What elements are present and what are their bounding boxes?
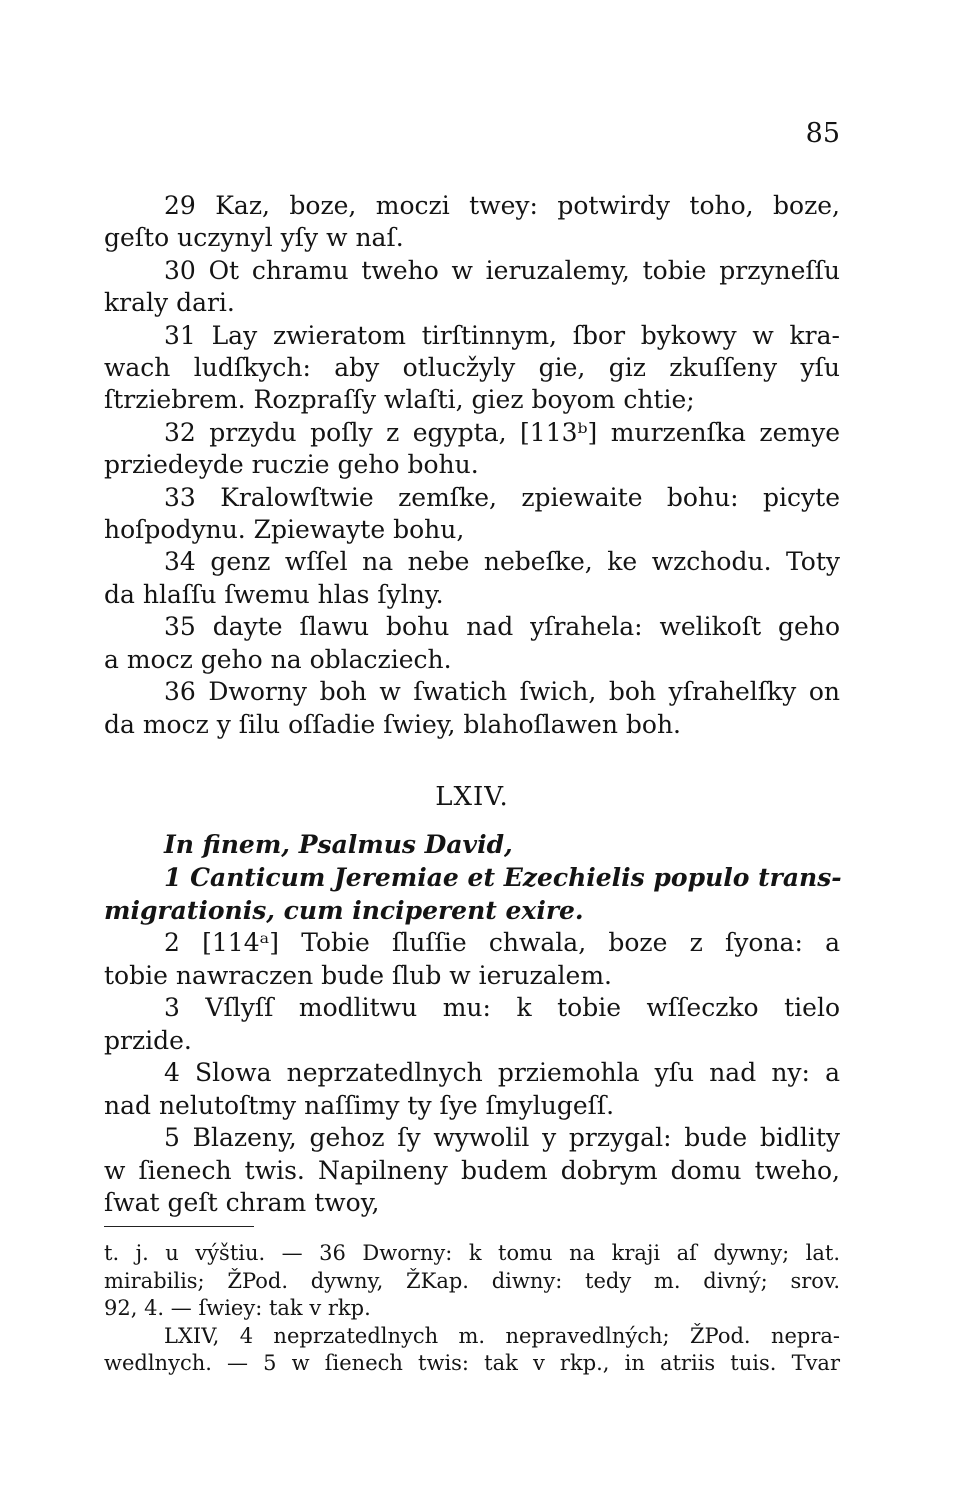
text-line: migrationis, cum inciperent exire.	[104, 896, 584, 925]
text-line: geſto uczynyl yſy w naſ.	[104, 223, 404, 253]
text-line: ſwat geſt chram twoy,	[104, 1188, 380, 1217]
footnotes	[104, 1240, 840, 1378]
text-line: nad nelutoſtmy naſſimy ty ſye ſmylugeſſ.	[104, 1090, 615, 1120]
text-line: kraly dari.	[104, 288, 235, 318]
text-line: da hlaſſu ſwemu hlas ſylny.	[104, 579, 444, 609]
text-line: 3 Vſlyſſ modlitwu mu: k tobie wſſeczko tielo	[164, 993, 840, 1022]
text-line: prziedeyde ruczie geho bohu.	[104, 450, 479, 480]
text-line: hoſpodynu. Zpiewayte bohu,	[104, 515, 465, 545]
text-line: 1 Canticum Jeremiae et Ezechielis populo trans-	[164, 863, 842, 892]
text-line: 29 Kaz, boze, moczi twey: potwirdy toho, boze,	[164, 191, 840, 220]
text-line: ſtrziebrem. Rozpraſſy wlaſti, giez boyom chtie;	[104, 385, 695, 415]
text-line: 30 Ot chramu tweho w ieruzalemy, tobie przyneſſu	[164, 255, 840, 285]
text-line: przide.	[104, 1025, 192, 1055]
text-line: mirabilis; ŽPod. dywny, ŽKap. diwny: tedy m. divný; srov.	[104, 1268, 840, 1293]
text-line: 2 [114ᵃ] Tobie ſluſſie chwala, boze z ſyona: a	[164, 928, 840, 957]
page-number: 85	[805, 118, 840, 149]
text-line: 34 genz wſſel na nebe nebeſke, ke wzchodu. Toty	[164, 547, 840, 577]
psalm-text-block	[104, 190, 840, 741]
latin-superscription	[104, 828, 840, 927]
text-line: 5 Blazeny, gehoz ſy wywolil y przygal: bude bidlity	[164, 1123, 840, 1152]
text-line: In finem, Psalmus David,	[164, 830, 513, 859]
text-line: a mocz geho na oblacziech.	[104, 644, 452, 674]
text-line: LXIV, 4 neprzatedlnych m. nepravedlných; ŽPod. nepra-	[164, 1323, 840, 1348]
text-line: 92, 4. — ſwiey: tak v rkp.	[104, 1296, 371, 1320]
text-line: 33 Kralowſtwie zemſke, zpiewaite bohu: picyte	[164, 482, 840, 512]
text-line: 31 Lay zwieratom tirſtinnym, ſbor bykowy w kra-	[164, 320, 840, 350]
text-line: w ſienech twis. Napilneny budem dobrym domu tweho,	[104, 1155, 840, 1185]
text-line: 35 dayte ſlawu bohu nad yſrahela: welikoſt geho	[164, 612, 840, 642]
text-line: 4 Slowa neprzatedlnych prziemohla yſu nad ny: a	[164, 1058, 840, 1087]
text-line: tobie nawraczen bude ſlub w ieruzalem.	[104, 960, 612, 990]
footnote-divider	[104, 1226, 254, 1227]
text-line: 36 Dworny boh w ſwatich ſwich, boh yſrahelſky on	[164, 677, 840, 707]
text-line: t. j. u výštiu. — 36 Dworny: k tomu na kraji aſ dywny; lat.	[104, 1241, 840, 1265]
text-line: wach ludſkych: aby otlucžyly gie, giz zkuſſeny yſu	[104, 353, 840, 383]
text-line: wedlnych. — 5 w ſienech twis: tak v rkp., in atriis tuis. Tvar	[104, 1351, 840, 1375]
text-line: da mocz y ſilu oſſadie ſwiey, blahoſlawen boh.	[104, 709, 681, 739]
psalm-lxiv-text	[104, 927, 840, 1220]
text-line: 32 przydu poſly z egypta, [113ᵇ] murzenſka zemye	[164, 417, 840, 447]
psalm-heading: LXIV.	[435, 782, 509, 812]
